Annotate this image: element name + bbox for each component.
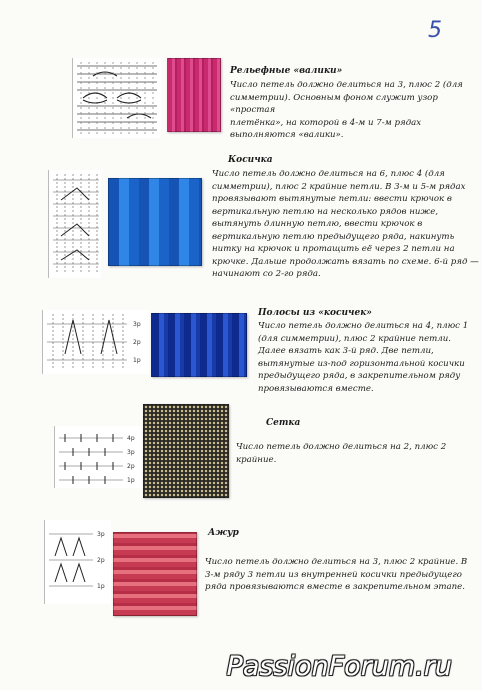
pattern-chart-azhur [44, 520, 111, 604]
page-number: 5 [428, 18, 442, 43]
pattern-title-valiki: Рельефные «валики» [230, 66, 343, 76]
row-label-1: 1р [127, 477, 135, 484]
row-label-3: 3р [127, 449, 135, 456]
row-label-4: 4р [127, 435, 135, 442]
pattern-swatch-valiki [167, 58, 221, 132]
row-label-1: 1р [97, 583, 105, 590]
row-label-2: 2р [133, 339, 141, 346]
pattern-chart-polosy [42, 310, 149, 374]
watermark-text: PassionForum.ru [226, 651, 452, 682]
row-label-2: 2р [97, 557, 105, 564]
pattern-swatch-setka [143, 404, 229, 498]
pattern-swatch-kosichka [108, 178, 202, 266]
pattern-desc-azhur: Число петель должно делиться на 3, плюс 2 крайние. В 3-м ряду 3 петли из внутренней косички предыдущего ряда провязываются вместе в закрепительном этапе. [205, 557, 468, 592]
row-label-3: 3р [133, 321, 141, 328]
row-label-1: 1р [133, 357, 141, 364]
pattern-title-azhur: Ажур [208, 528, 239, 538]
pattern-swatch-azhur [113, 532, 197, 616]
pattern-desc-setka: Число петель должно делиться на 2, плюс 2 крайние. [236, 442, 447, 465]
pattern-swatch-polosy [151, 313, 247, 377]
pattern-title-setka: Сетка [266, 418, 301, 428]
pattern-chart-valiki [72, 58, 161, 138]
pattern-chart-setka [54, 426, 141, 488]
pattern-desc-polosy: Число петель должно делиться на 4, плюс 1 (для симметрии), плюс 2 крайние петли. Далее вязать как 3-й ряд. Две петли, вытянутые из-под горизонтальной косички предыдущего ряда, в закрепительном ряду провязываются вместе. [258, 321, 469, 394]
pattern-chart-kosichka [48, 170, 101, 278]
pattern-desc-kosichka: Число петель должно делиться на 6, плюс 4 (для симметрии), плюс 2 крайние петли. В 3-м и 5-м рядах провязывают вытянутые петли: ввести крючок в вертикальную петлю на несколько рядов ниже, вытянуть длинную петлю, ввести крючок в вертикальную петлю предыдущего ряда, накинуть нитку на крючок и протащить её через 2 петли на крючке. Дальше продолжать вязать по схеме. 6-й ряд — начинают со 2-го ряда. [212, 169, 479, 279]
row-label-3: 3р [97, 531, 105, 538]
pattern-title-kosichka: Косичка [228, 155, 273, 165]
pattern-title-polosy: Полосы из «косичек» [258, 308, 372, 318]
pattern-desc-valiki: Число петель должно делиться на 3, плюс 2 (для симметрии). Основным фоном служит узор «простая плетёнка», на которой в 4-м и 7-м рядах выполняются «валики». [230, 80, 463, 140]
row-label-2: 2р [127, 463, 135, 470]
